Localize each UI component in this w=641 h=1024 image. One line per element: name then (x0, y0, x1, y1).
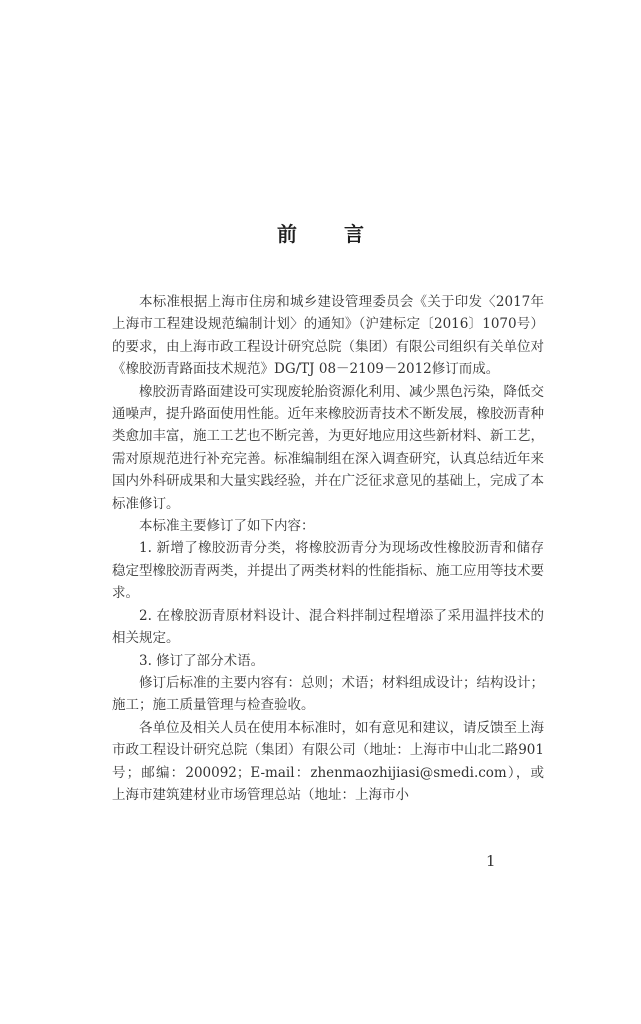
paragraph-contents: 修订后标准的主要内容有：总则；术语；材料组成设计；结构设计；施工；施工质量管理与检查验收。 (112, 674, 544, 714)
paragraph-revision-intro: 本标准主要修订了如下内容： (139, 518, 315, 535)
paragraph-basis: 本标准根据上海市住房和城乡建设管理委员会《关于印发〈2017年上海市工程建设规范编制计划〉的通知》（沪建标定〔2016〕1070号）的要求，由上海市政工程设计研究总院（集团）有限公司组织有关单位对《橡胶沥青路面技术规范》DG/TJ 08－2109－2012修订而成。 (112, 294, 544, 378)
page-title: 前 言 (277, 222, 384, 246)
paragraph-revision-item-1: 1. 新增了橡胶沥青分类，将橡胶沥青分为现场改性橡胶沥青和储存稳定型橡胶沥青两类，并提出了两类材料的性能指标、施工应用等技术要求。 (112, 540, 544, 602)
paragraph-feedback: 各单位及相关人员在使用本标准时，如有意见和建议，请反馈至上海市政工程设计研究总院（集团）有限公司（地址：上海市中山北二路901号；邮编：200092；E-mail：zhenmaozhijiasi@smedi.com），或上海市建筑建材业市场管理总站（地址：上海市小 (112, 719, 544, 803)
preface-body (112, 291, 544, 806)
paragraph-revision-item-2: 2. 在橡胶沥青原材料设计、混合料拌制过程增添了采用温拌技术的相关规定。 (112, 607, 544, 647)
paragraph-revision-item-3: 3. 修订了部分术语。 (139, 652, 265, 669)
paragraph-background: 橡胶沥青路面建设可实现废轮胎资源化利用、减少黑色污染，降低交通噪声，提升路面使用性能。近年来橡胶沥青技术不断发展，橡胶沥青种类愈加丰富，施工工艺也不断完善，为更好地应用这些新材料、新工艺，需对原规范进行补充完善。标准编制组在深入调查研究，认真总结近年来国内外科研成果和大量实践经验，并在广泛征求意见的基础上，完成了本标准修订。 (112, 383, 544, 512)
page-number: 1 (486, 852, 496, 870)
